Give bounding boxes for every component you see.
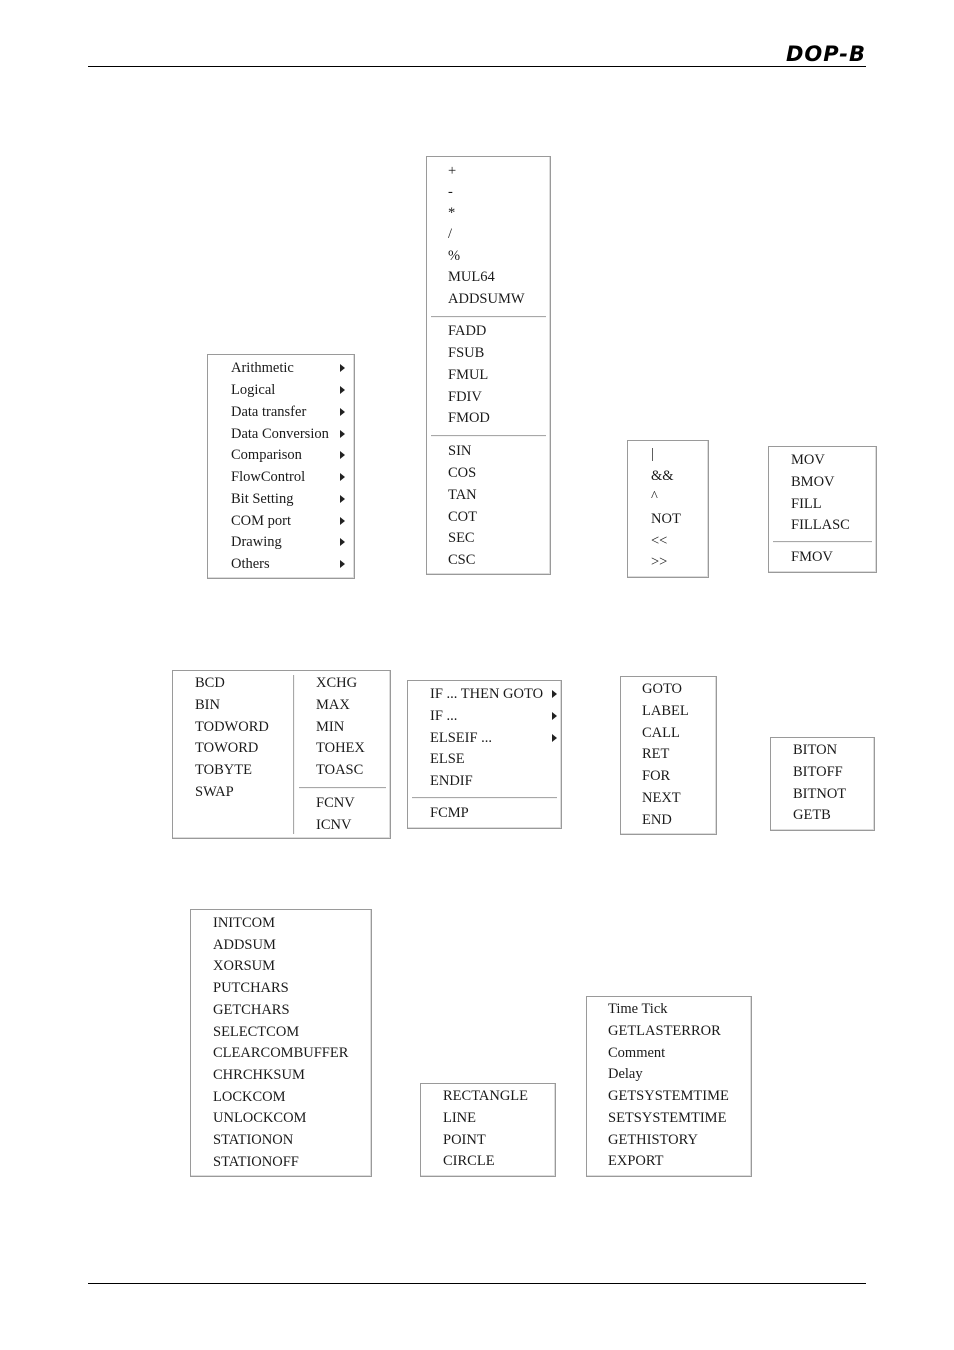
menu-item-fmod[interactable]: FMOD (448, 410, 490, 426)
menu-item-rectangle[interactable]: RECTANGLE (443, 1088, 529, 1104)
menu-item-bmov[interactable]: BMOV (791, 474, 835, 490)
menu-item-min[interactable]: MIN (316, 719, 345, 735)
menu-item-sin[interactable]: SIN (448, 443, 472, 459)
menu-item-chrchksum[interactable]: CHRCHKSUM (213, 1067, 305, 1083)
menu-item-toasc[interactable]: TOASC (316, 762, 364, 778)
menu-item-mov[interactable]: MOV (791, 452, 825, 468)
menu-item-addsumw[interactable]: ADDSUMW (448, 291, 525, 307)
menu-item-sec[interactable]: SEC (448, 530, 475, 546)
menu-item-addsum[interactable]: ADDSUM (213, 937, 276, 953)
menu-item-end[interactable]: END (642, 812, 672, 828)
menu-item-fillasc[interactable]: FILLASC (791, 517, 850, 533)
menu-item-fmov[interactable]: FMOV (791, 549, 833, 565)
menu-item-and[interactable]: && (651, 468, 674, 484)
brand-logo: DOP-B (785, 42, 866, 66)
menu-separator (431, 435, 546, 437)
submenu-arrow-icon (340, 408, 345, 416)
data-conversion-submenu (172, 670, 391, 839)
menu-item-if-then-goto[interactable]: IF ... THEN GOTO (408, 684, 561, 705)
menu-item-not[interactable]: NOT (651, 511, 681, 527)
menu-item-max[interactable]: MAX (316, 697, 350, 713)
header-rule (88, 66, 866, 67)
menu-item-shift-right[interactable]: >> (651, 554, 668, 570)
menu-item-xor[interactable]: ^ (651, 489, 658, 505)
arithmetic-submenu (426, 156, 551, 575)
submenu-arrow-icon (552, 690, 557, 698)
submenu-arrow-icon (340, 473, 345, 481)
menu-item-elseif[interactable]: ELSEIF ... (408, 728, 561, 749)
menu-item-fadd[interactable]: FADD (448, 323, 487, 339)
menu-item-time-tick[interactable]: Time Tick (608, 1001, 668, 1017)
menu-item-export[interactable]: EXPORT (608, 1153, 664, 1169)
menu-item-getsystemtime[interactable]: GETSYSTEMTIME (608, 1088, 729, 1104)
logical-submenu (627, 440, 709, 578)
menu-item-line[interactable]: LINE (443, 1110, 477, 1126)
menu-item-fcmp[interactable]: FCMP (430, 805, 469, 821)
menu-item-circle[interactable]: CIRCLE (443, 1153, 495, 1169)
menu-item-multiply[interactable]: * (448, 205, 456, 221)
menu-item-putchars[interactable]: PUTCHARS (213, 980, 289, 996)
menu-item-if[interactable]: IF ... (408, 706, 561, 727)
menu-item-delay[interactable]: Delay (608, 1066, 643, 1082)
submenu-arrow-icon (340, 364, 345, 372)
menu-item-xchg[interactable]: XCHG (316, 675, 358, 691)
menu-item-divide[interactable]: / (448, 226, 453, 242)
menu-item-xorsum[interactable]: XORSUM (213, 958, 276, 974)
menu-item-fill[interactable]: FILL (791, 496, 822, 512)
submenu-arrow-icon (340, 560, 345, 568)
menu-item-toword[interactable]: TOWORD (195, 740, 259, 756)
menu-item-comparison[interactable]: Comparison (208, 445, 354, 466)
menu-item-com-port[interactable]: COM port (208, 511, 354, 532)
menu-item-swap[interactable]: SWAP (195, 784, 234, 800)
menu-item-cot[interactable]: COT (448, 509, 477, 525)
menu-item-unlockcom[interactable]: UNLOCKCOM (213, 1110, 307, 1126)
menu-item-point[interactable]: POINT (443, 1132, 486, 1148)
submenu-arrow-icon (340, 451, 345, 459)
menu-item-fmul[interactable]: FMUL (448, 367, 489, 383)
data-transfer-submenu (768, 446, 877, 573)
menu-item-for[interactable]: FOR (642, 768, 671, 784)
submenu-arrow-icon (340, 386, 345, 394)
menu-item-add[interactable]: + (448, 163, 457, 179)
menu-item-endif[interactable]: ENDIF (430, 773, 473, 789)
bit-setting-submenu (770, 737, 875, 831)
menu-item-icnv[interactable]: ICNV (316, 817, 352, 833)
menu-item-next[interactable]: NEXT (642, 790, 681, 806)
menu-item-initcom[interactable]: INITCOM (213, 915, 276, 931)
menu-item-getchars[interactable]: GETCHARS (213, 1002, 290, 1018)
menu-item-stationon[interactable]: STATIONON (213, 1132, 294, 1148)
menu-item-call[interactable]: CALL (642, 725, 680, 741)
menu-item-csc[interactable]: CSC (448, 552, 476, 568)
submenu-arrow-icon (340, 495, 345, 503)
menu-item-modulo[interactable]: % (448, 248, 461, 264)
menu-item-bin[interactable]: BIN (195, 697, 220, 713)
menu-item-fcnv[interactable]: FCNV (316, 795, 355, 811)
com-port-submenu (190, 909, 372, 1177)
menu-item-bcd[interactable]: BCD (195, 675, 225, 691)
submenu-arrow-icon (552, 734, 557, 742)
menu-item-ret[interactable]: RET (642, 746, 670, 762)
command-menu (207, 354, 355, 579)
menu-item-lockcom[interactable]: LOCKCOM (213, 1089, 286, 1105)
footer-rule (88, 1283, 866, 1284)
menu-item-clearcombuffer[interactable]: CLEARCOMBUFFER (213, 1045, 349, 1061)
others-submenu (586, 996, 752, 1177)
submenu-arrow-icon (340, 430, 345, 438)
submenu-arrow-icon (340, 538, 345, 546)
submenu-arrow-icon (340, 517, 345, 525)
menu-item-logical[interactable]: Logical (208, 380, 354, 401)
menu-item-gethistory[interactable]: GETHISTORY (608, 1132, 698, 1148)
menu-item-setsystemtime[interactable]: SETSYSTEMTIME (608, 1110, 727, 1126)
menu-item-flowcontrol[interactable]: FlowControl (208, 467, 354, 488)
menu-item-tan[interactable]: TAN (448, 487, 477, 503)
menu-item-goto[interactable]: GOTO (642, 681, 683, 697)
menu-item-bitnot[interactable]: BITNOT (793, 786, 847, 802)
drawing-submenu (420, 1083, 556, 1177)
menu-item-comment[interactable]: Comment (608, 1045, 666, 1061)
menu-item-tobyte[interactable]: TOBYTE (195, 762, 252, 778)
menu-item-fdiv[interactable]: FDIV (448, 389, 482, 405)
menu-item-fsub[interactable]: FSUB (448, 345, 485, 361)
menu-item-mul64[interactable]: MUL64 (448, 269, 495, 285)
menu-separator (299, 787, 386, 789)
menu-item-arithmetic[interactable]: Arithmetic (208, 358, 354, 379)
menu-separator (412, 797, 557, 799)
menu-item-getlasterror[interactable]: GETLASTERROR (608, 1023, 721, 1039)
menu-item-biton[interactable]: BITON (793, 742, 838, 758)
flowcontrol-submenu (620, 676, 717, 835)
menu-item-label[interactable]: LABEL (642, 703, 689, 719)
menu-item-selectcom[interactable]: SELECTCOM (213, 1024, 300, 1040)
menu-item-drawing[interactable]: Drawing (208, 532, 354, 553)
menu-item-tohex[interactable]: TOHEX (316, 740, 365, 756)
menu-item-else[interactable]: ELSE (430, 751, 465, 767)
menu-item-or[interactable]: | (651, 446, 654, 462)
menu-item-todword[interactable]: TODWORD (195, 719, 269, 735)
menu-item-cos[interactable]: COS (448, 465, 477, 481)
menu-separator (773, 541, 872, 543)
menu-item-others[interactable]: Others (208, 554, 354, 575)
menu-item-getb[interactable]: GETB (793, 807, 831, 823)
submenu-arrow-icon (552, 712, 557, 720)
menu-item-bitoff[interactable]: BITOFF (793, 764, 843, 780)
comparison-submenu (407, 680, 562, 829)
menu-item-subtract[interactable]: - (448, 184, 453, 200)
menu-separator (431, 316, 546, 318)
menu-item-data-transfer[interactable]: Data transfer (208, 402, 354, 423)
menu-item-stationoff[interactable]: STATIONOFF (213, 1154, 299, 1170)
menu-item-data-conversion[interactable]: Data Conversion (208, 424, 354, 445)
menu-item-bit-setting[interactable]: Bit Setting (208, 489, 354, 510)
menu-item-shift-left[interactable]: << (651, 533, 668, 549)
